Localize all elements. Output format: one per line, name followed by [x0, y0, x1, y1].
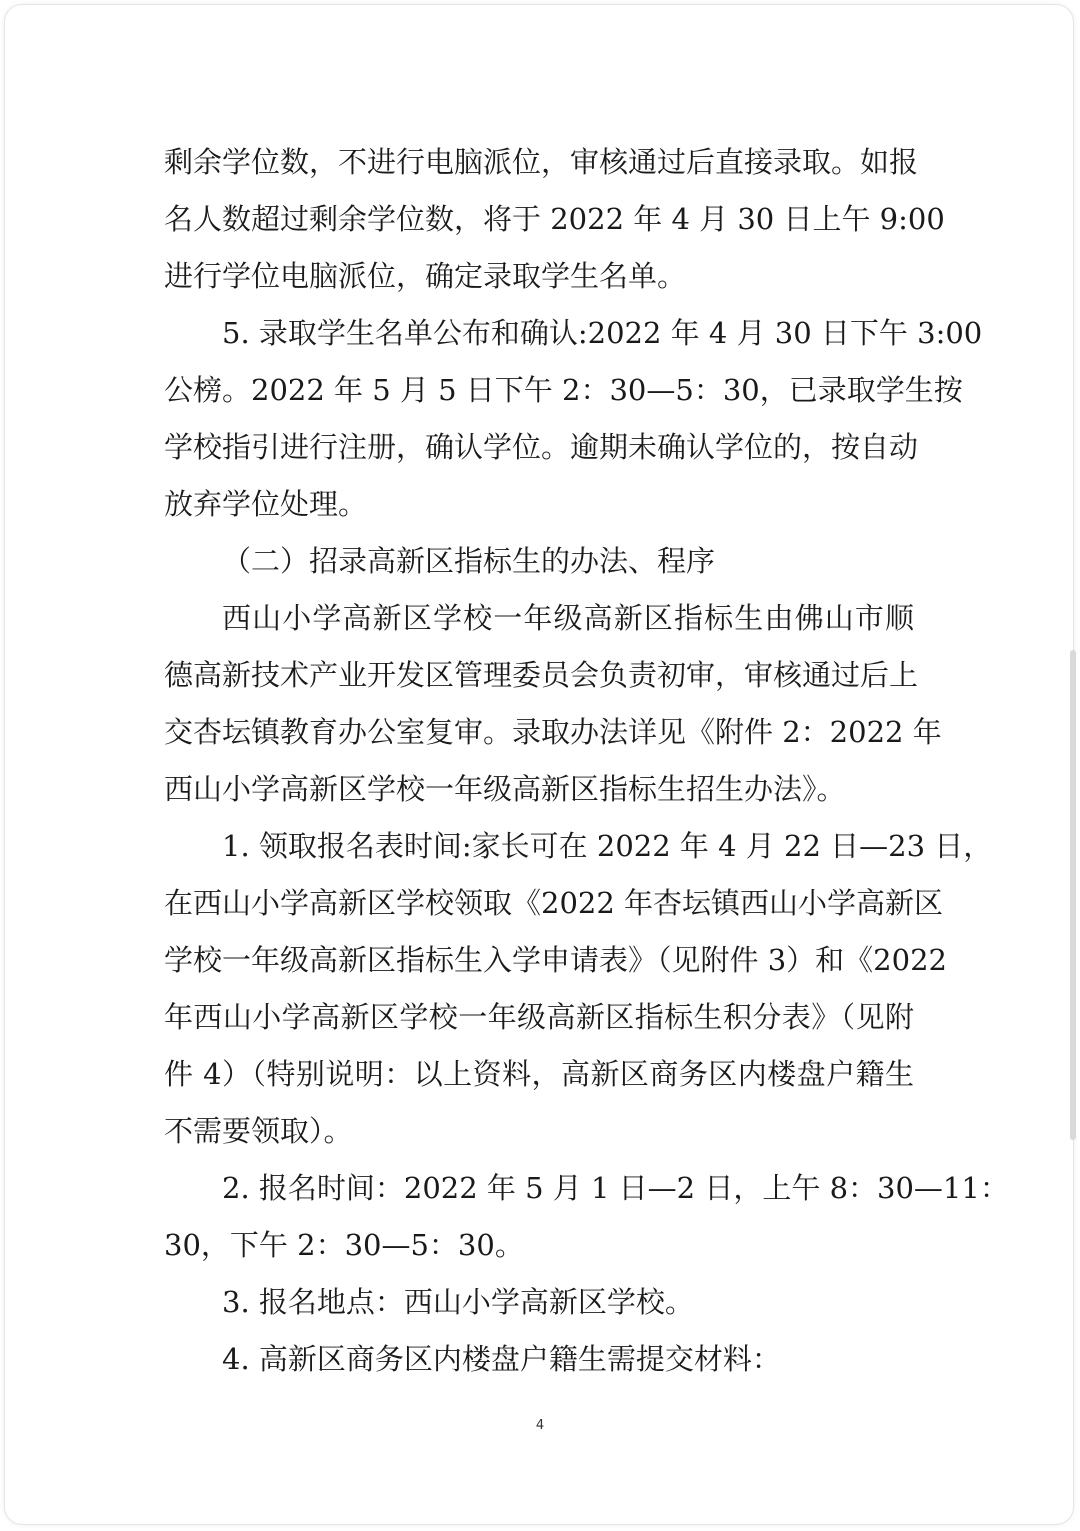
text-line: 进行学位电脑派位，确定录取学生名单。 — [164, 259, 687, 293]
text-line: 1. 领取报名表时间:家长可在 2022 年 4 月 22 日—23 日， — [222, 829, 993, 863]
text-line: 3. 报名地点：西山小学高新区学校。 — [222, 1285, 694, 1319]
text-line: 德高新技术产业开发区管理委员会负责初审，审核通过后上 — [164, 658, 919, 692]
text-line: 30，下午 2：30—5：30。 — [164, 1228, 524, 1262]
text-line: 学校一年级高新区指标生入学申请表》（见附件 3）和《2022 — [164, 943, 947, 977]
text-line: 在西山小学高新区学校领取《2022 年杏坛镇西山小学高新区 — [164, 886, 944, 920]
section-heading: （二）招录高新区指标生的办法、程序 — [222, 544, 716, 578]
page-number: 4 — [535, 1418, 545, 1433]
text-line: 剩余学位数，不进行电脑派位，审核通过后直接录取。如报 — [164, 145, 919, 179]
scrollbar[interactable] — [1070, 650, 1076, 1140]
text-line: 5. 录取学生名单公布和确认:2022 年 4 月 30 日下午 3:00 — [222, 316, 983, 350]
text-line: 西山小学高新区学校一年级高新区指标生招生办法》。 — [164, 772, 846, 806]
text-line: 西山小学高新区学校一年级高新区指标生由佛山市顺 — [222, 601, 914, 635]
text-line: 件 4）（特别说明：以上资料，高新区商务区内楼盘户籍生 — [164, 1057, 914, 1091]
text-line: 年西山小学高新区学校一年级高新区指标生积分表》（见附 — [164, 1000, 914, 1034]
text-line: 交杏坛镇教育办公室复审。录取办法详见《附件 2：2022 年 — [164, 715, 942, 749]
text-line: 名人数超过剩余学位数，将于 2022 年 4 月 30 日上午 9:00 — [164, 202, 945, 236]
text-line: 4. 高新区商务区内楼盘户籍生需提交材料： — [222, 1342, 781, 1376]
text-line: 2. 报名时间：2022 年 5 月 1 日—2 日，上午 8：30—11： — [222, 1171, 1009, 1205]
text-line: 公榜。2022 年 5 月 5 日下午 2：30—5：30，已录取学生按 — [164, 373, 963, 407]
text-line: 放弃学位处理。 — [164, 487, 368, 521]
text-line: 不需要领取）。 — [164, 1114, 353, 1148]
text-line: 学校指引进行注册，确认学位。逾期未确认学位的，按自动 — [164, 430, 919, 464]
